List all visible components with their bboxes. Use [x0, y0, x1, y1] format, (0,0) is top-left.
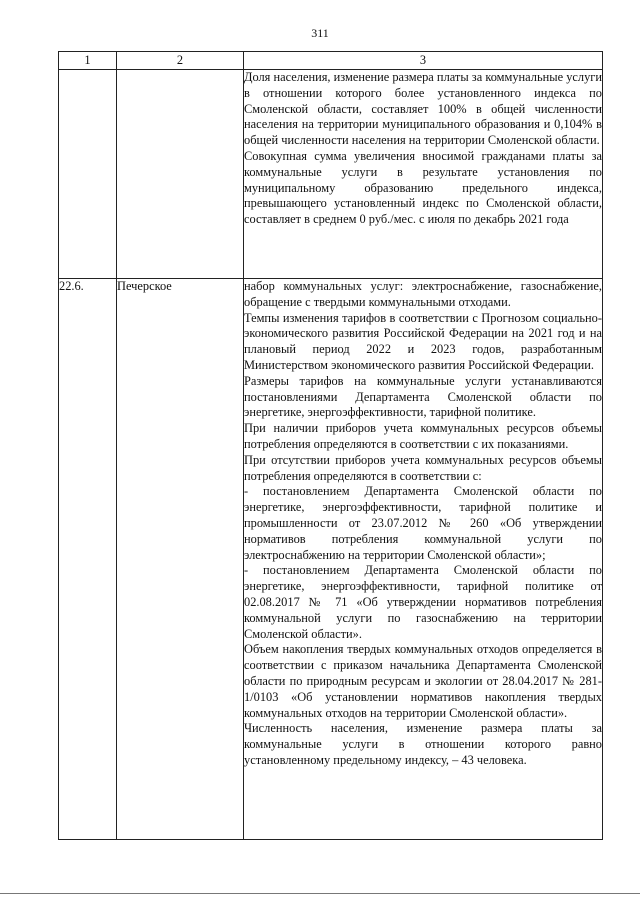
paragraph: набор коммунальных услуг: электроснабжение, газоснабжение, обращение с твердыми коммунальными отходами. — [244, 279, 602, 309]
row-number-cell — [59, 70, 117, 279]
document-table — [58, 51, 603, 840]
row-number-cell: 22.6. — [59, 279, 117, 840]
municipality-name-cell: Печерское — [117, 279, 244, 840]
scan-bottom-edge — [0, 893, 640, 894]
paragraph: Темпы изменения тарифов в соответствии с Прогнозом социально-экономического развития Российской Федерации на 2021 год и на плановый период 2022 и 2023 годов, разработанным Министерством экономического развития Российской Федерации. — [244, 310, 602, 372]
page-number: 311 — [311, 26, 329, 40]
paragraph: - постановлением Департамента Смоленской области по энергетике, энергоэффективности, тарифной политике и промышленности от 23.07.2012 № 260 «Об утверждении нормативов потребления коммунальной услуги по электроснабжению на территории Смоленской области»; — [244, 484, 602, 562]
description-cell — [244, 70, 603, 279]
paragraph: При отсутствии приборов учета коммунальных ресурсов объемы потребления определяются в соответствии с: — [244, 452, 602, 483]
column-header-2: 2 — [117, 52, 244, 70]
table-header-row — [59, 52, 603, 70]
column-header-1: 1 — [59, 52, 117, 70]
paragraph: Размеры тарифов на коммунальные услуги устанавливаются постановлениями Департамента Смоленской области по энергетике, энергоэффективности, тарифной политике. — [244, 373, 602, 420]
paragraph: Доля населения, изменение размера платы за коммунальные услуги в отношении которого более установленного индекса по Смоленской области, составляет 100% в общей численности населения на территории муниципального образования и 0,104% в общей численности населения на территории Смоленской области. — [244, 70, 602, 148]
municipality-name-cell — [117, 70, 244, 279]
table-row — [59, 279, 603, 840]
paragraph: При наличии приборов учета коммунальных ресурсов объемы потребления определяются в соответствии с их показаниями. — [244, 421, 602, 451]
paragraph: Объем накопления твердых коммунальных отходов определяется в соответствии с приказом начальника Департамента Смоленской области по природным ресурсам и экологии от 28.04.2017 № 281-1/0103 «Об установлении нормативов накопления твердых коммунальных отходов на территории Смоленской области». — [244, 642, 602, 720]
paragraph: - постановлением Департамента Смоленской области по энергетике, энергоэффективности, тарифной политике от 02.08.2017 № 71 «Об утверждении нормативов потребления коммунальной услуги по газоснабжению на территории Смоленской области». — [244, 563, 602, 641]
paragraph: Совокупная сумма увеличения вносимой гражданами платы за коммунальные услуги в результате установления по муниципальному образованию предельного индекса, превышающего установленный индекс по Смоленской области, составляет в среднем 0 руб./мес. с июля по декабрь 2021 года — [244, 148, 602, 227]
description-cell — [244, 279, 603, 840]
table-row — [59, 70, 603, 279]
paragraph: Численность населения, изменение размера платы за коммунальные услуги в отношении которого равно установленному предельному индексу, – 43 человека. — [244, 721, 602, 767]
column-header-3: 3 — [244, 52, 603, 70]
